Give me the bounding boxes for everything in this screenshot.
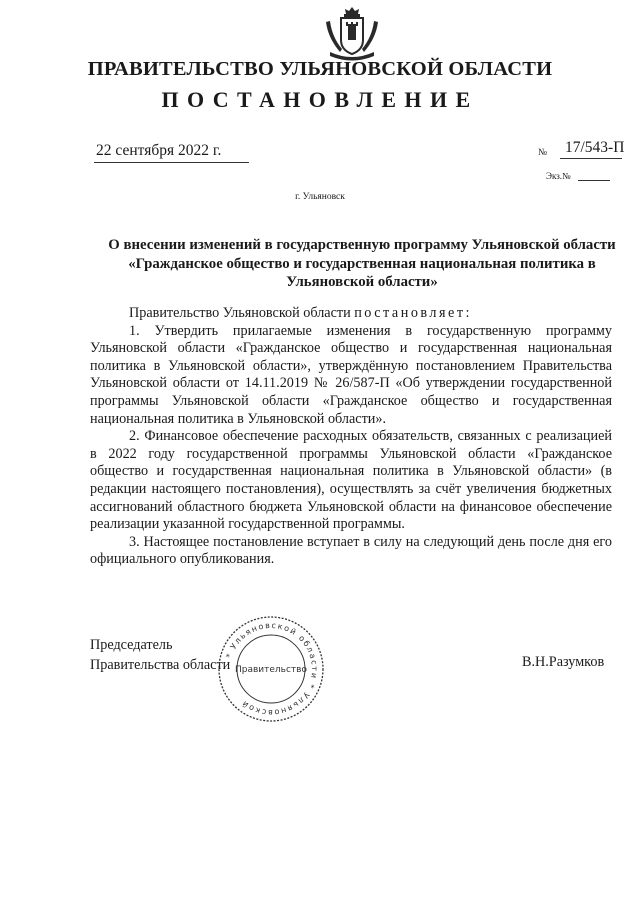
copy-number-underline [578, 180, 610, 181]
signatory-title-line2: Правительства области [90, 657, 231, 673]
government-title: ПРАВИТЕЛЬСТВО УЛЬЯНОВСКОЙ ОБЛАСТИ [87, 58, 553, 80]
document-number: 17/543-П [565, 139, 625, 156]
svg-text:* Ульяновской области * Ульяно: * Ульяновской области * Ульяновской [224, 620, 320, 718]
number-underline [560, 158, 622, 159]
document-type-heading: ПОСТАНОВЛЕНИЕ [161, 87, 479, 112]
city-name: г. Ульяновск [295, 192, 345, 202]
document-body [90, 305, 612, 569]
paragraph-1: 1. Утвердить прилагаемые изменения в государственную программу Ульяновской области «Гражданское общество и государственная национальная политика в Ульяновской области», утверждённую постановлением Правительства Ульяновской области от 14.11.2019 № 26/587-П «Об утверждении государственной программы Ульяновской области «Гражданское общество и государственная национальная политика в Ульяновской области». [90, 322, 612, 427]
paragraph-3: 3. Настоящее постановление вступает в силу на следующий день после дня его официального опубликования. [90, 533, 612, 568]
intro-prefix: Правительство Ульяновской области [129, 305, 355, 321]
date-underline [94, 162, 249, 163]
official-seal-stamp [216, 614, 326, 724]
copy-number-label: Экз.№ [546, 171, 571, 181]
paragraph-2: 2. Финансовое обеспечение расходных обязательств, связанных с реализацией в 2022 году государственной программы Ульяновской области «Гражданское общество и государственная национальная политика в Ульяновской области» (в редакции настоящего постановления), осуществлять за счёт увеличения бюджетных ассигнований областного бюджета Ульяновской области на финансовое обеспечение реализации указанной государственной программы. [90, 428, 612, 533]
signatory-title-line1: Председатель [90, 637, 173, 653]
document-subject: О внесении изменений в государственную программу Ульяновской области «Гражданское общество и государственная национальная политика в Ульяновской области» [108, 237, 616, 290]
svg-text:Правительство: Правительство [235, 665, 307, 675]
signatory-title [90, 635, 230, 675]
coat-of-arms-emblem [322, 6, 382, 64]
number-label: № [538, 148, 548, 158]
intro-verb: постановляет: [354, 305, 472, 321]
resolution-intro [90, 305, 612, 323]
document-date: 22 сентября 2022 г. [96, 142, 222, 159]
signatory-name: В.Н.Разумков [522, 654, 605, 670]
